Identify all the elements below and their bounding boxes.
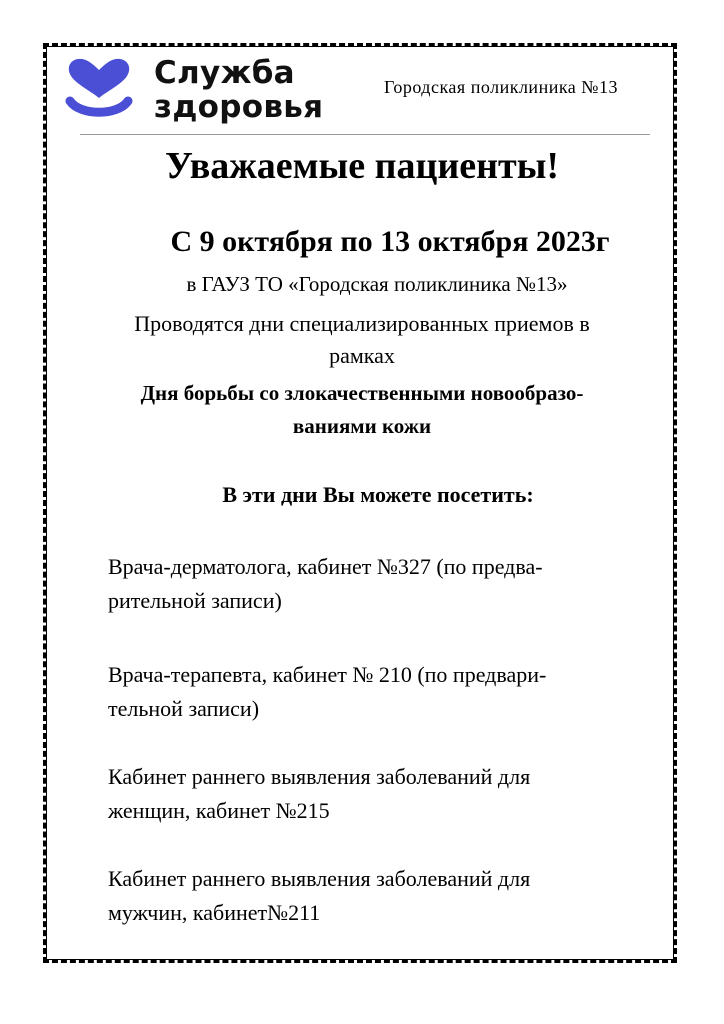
logo-line-1: Служба	[154, 55, 295, 91]
list-item	[108, 760, 648, 828]
list-item-line-1: Кабинет раннего выявления заболеваний для	[108, 866, 531, 891]
organization-line: в ГАУЗ ТО «Городская поликлиника №13»	[186, 272, 568, 296]
list-item-line-1: Врача-терапевта, кабинет № 210 (по предвари-	[108, 662, 547, 687]
logo-wordmark	[154, 56, 323, 124]
event-dates: С 9 октября по 13 октября 2023г	[170, 225, 610, 258]
page-title: Уважаемые пациенты!	[164, 145, 560, 187]
campaign-line-1: Дня борьбы со злокачественными новообразо-	[140, 381, 584, 405]
list-item-line-2: женщин, кабинет №215	[108, 798, 330, 823]
list-item-line-2: тельной записи)	[108, 696, 260, 721]
list-item-line-1: Кабинет раннего выявления заболеваний для	[108, 764, 531, 789]
list-item-line-1: Врача-дерматолога, кабинет №327 (по предва-	[108, 554, 543, 579]
campaign-line-2: ваниями кожи	[292, 414, 432, 438]
visit-heading: В эти дни Вы можете посетить:	[222, 482, 534, 507]
list-item-line-2: мужчин, кабинет№211	[108, 900, 321, 925]
list-item	[108, 862, 648, 930]
logo-line-2: здоровья	[154, 89, 324, 125]
heart-smile-icon	[64, 56, 134, 122]
intro-line-1: Проводятся дни специализированных приемов в	[134, 311, 590, 336]
list-item-line-2: рительной записи)	[108, 588, 282, 613]
header-divider	[80, 134, 650, 135]
logo	[64, 56, 344, 128]
list-item	[108, 658, 648, 726]
campaign-name	[60, 377, 664, 443]
intro-text	[60, 308, 664, 372]
list-item	[108, 550, 648, 618]
clinic-name: Городская поликлиника №13	[384, 77, 618, 97]
intro-line-2: рамках	[329, 343, 395, 368]
